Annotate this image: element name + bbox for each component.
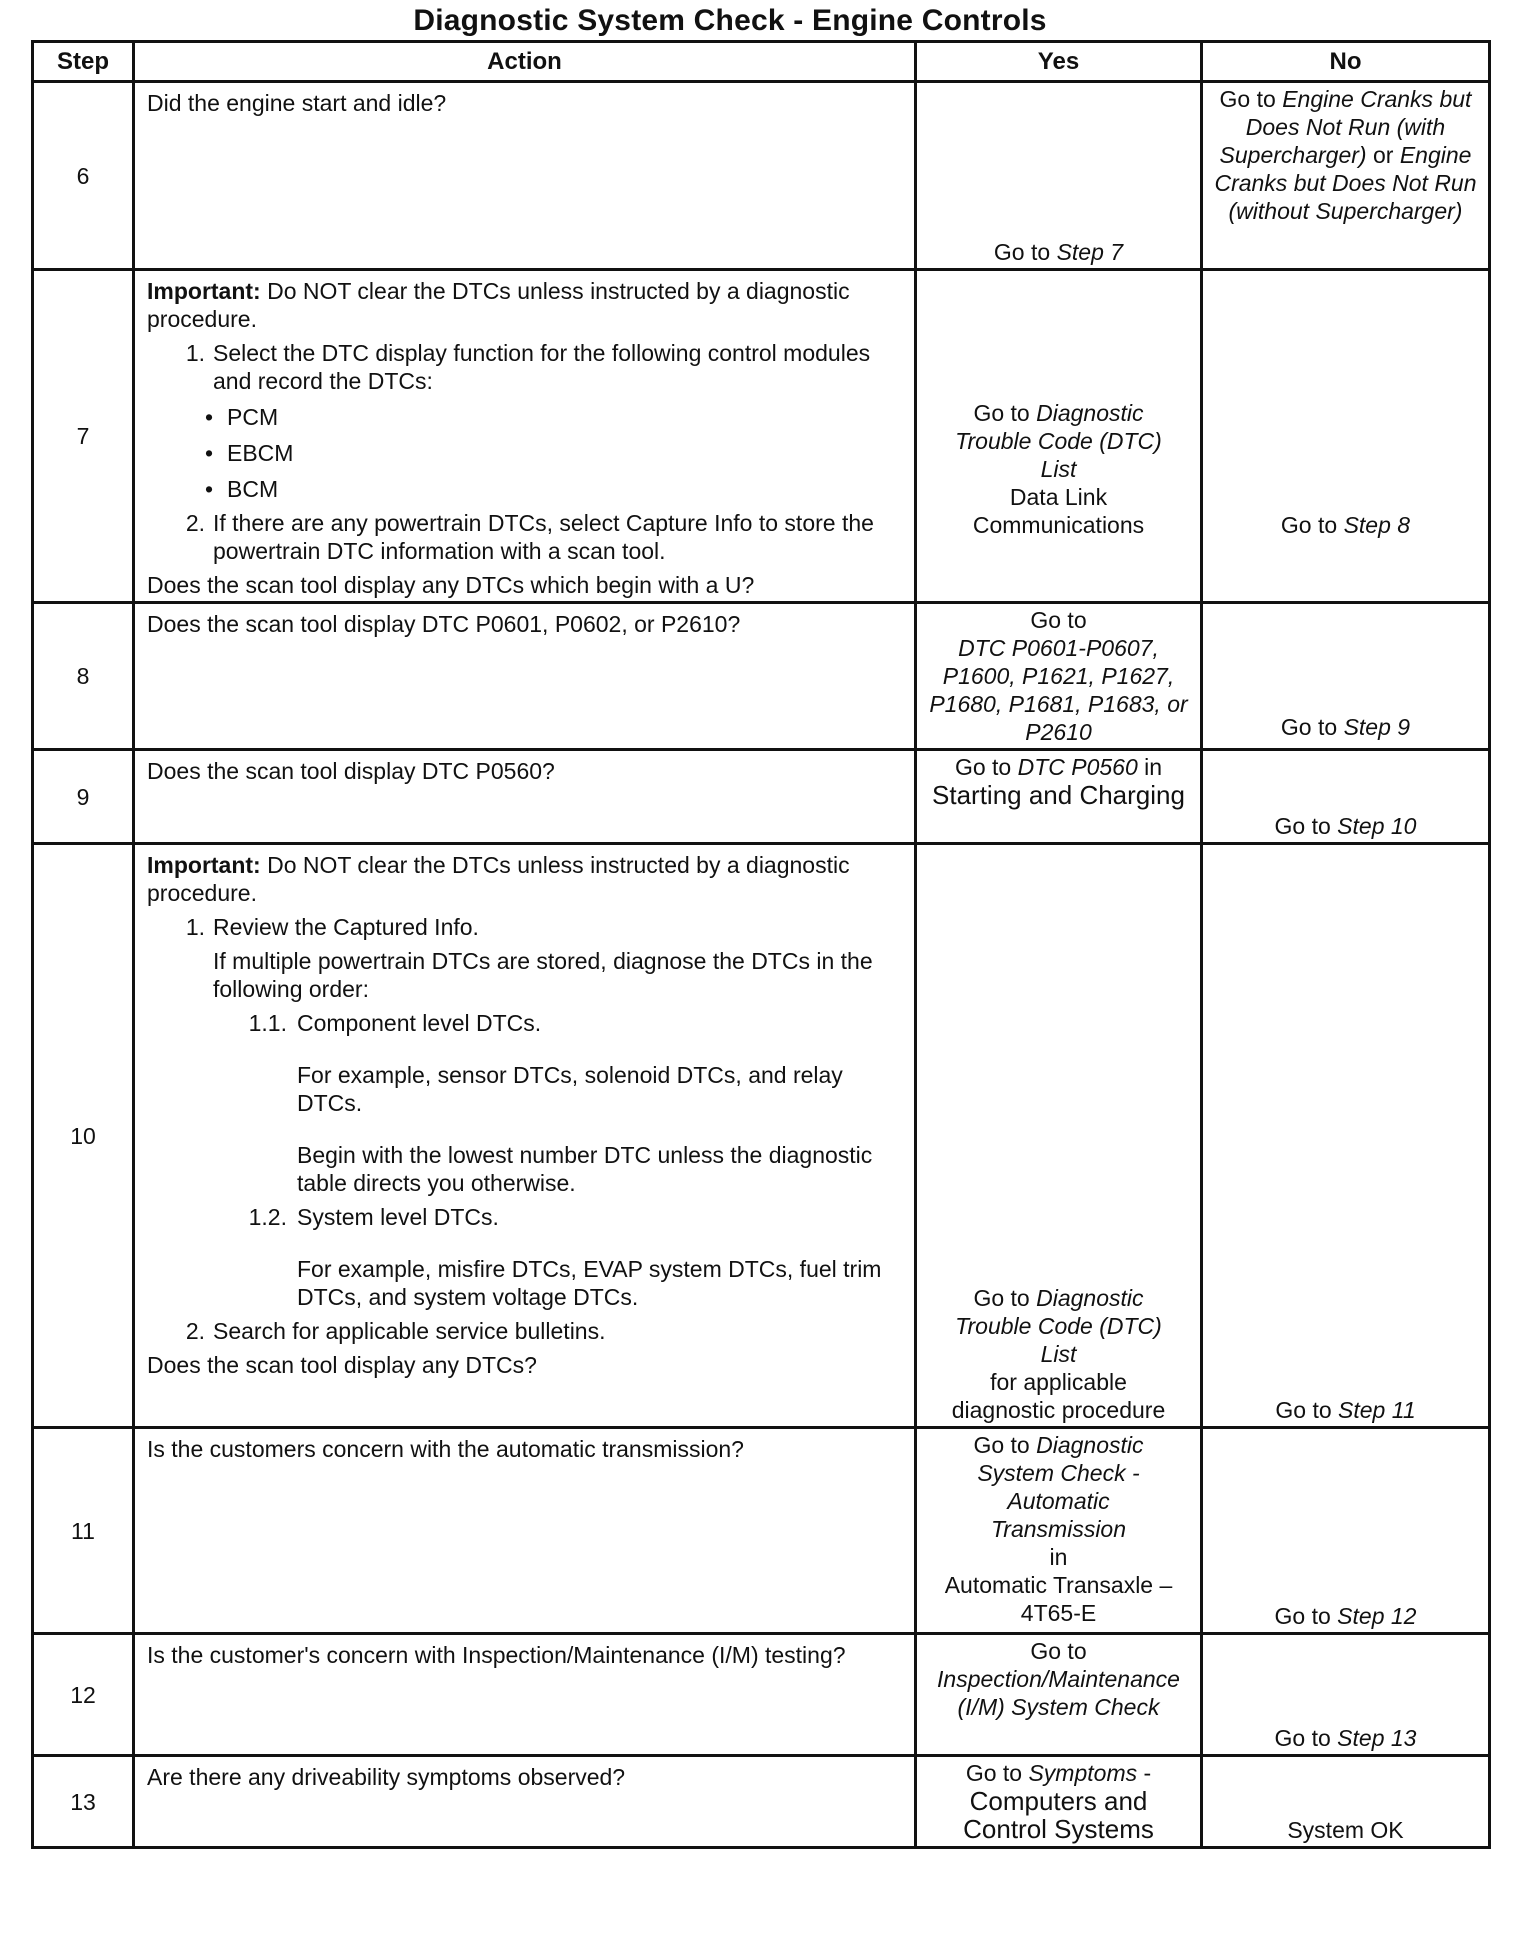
no-cell xyxy=(1202,603,1490,750)
sub-list-item: 1.2. System level DTCs. For example, misfire DTCs, EVAP system DTCs, fuel trim DTCs, and system voltage DTCs. xyxy=(248,1204,882,1310)
step-number: 13 xyxy=(33,1756,134,1848)
step-number: 8 xyxy=(33,603,134,750)
list-item: 1. Select the DTC display function for the following control modules and record the DTCs: xyxy=(185,340,871,394)
yes-goto[interactable]: Go to Diagnostic Trouble Code (DTC) List xyxy=(955,400,1162,482)
step-number: 6 xyxy=(33,82,134,270)
yes-cell xyxy=(916,1428,1202,1634)
no-link[interactable]: Step 12 xyxy=(1337,1603,1417,1629)
action-question: Does the scan tool display any DTCs? xyxy=(147,1352,537,1378)
step-number: 9 xyxy=(33,750,134,844)
no-link[interactable]: Step 10 xyxy=(1337,813,1417,839)
yes-link[interactable]: Step 7 xyxy=(1056,239,1124,265)
no-link[interactable]: Step 11 xyxy=(1338,1397,1416,1423)
yes-detail: for applicable xyxy=(990,1369,1127,1395)
table-row xyxy=(33,844,1490,1428)
table-row xyxy=(33,270,1490,603)
no-cell xyxy=(1202,1756,1490,1848)
action-cell xyxy=(134,844,916,1428)
yes-goto[interactable]: Go to Step 7 xyxy=(993,239,1124,265)
no-link[interactable]: Engine Cranks but Does Not Run (with Supercharger) xyxy=(1219,86,1472,168)
no-cell xyxy=(1202,82,1490,270)
yes-link[interactable]: Diagnostic Trouble Code (DTC) List xyxy=(955,400,1162,482)
bullet-item: • PCM xyxy=(205,404,279,430)
action-cell xyxy=(134,603,916,750)
header-action: Action xyxy=(134,42,916,82)
action-question: Does the scan tool display DTC P0601, P0602, or P2610? xyxy=(147,611,741,637)
yes-cell xyxy=(916,82,1202,270)
header-row xyxy=(33,42,1490,82)
no-cell xyxy=(1202,1428,1490,1634)
yes-detail: Computers and xyxy=(969,1786,1148,1816)
list-item: 2. Search for applicable service bulletins. xyxy=(185,1318,606,1344)
yes-detail: Control Systems xyxy=(963,1814,1154,1844)
yes-goto[interactable]: Go to Inspection/Maintenance (I/M) System Check xyxy=(937,1638,1180,1720)
action-cell xyxy=(134,1756,916,1848)
no-goto[interactable]: Go to Step 8 xyxy=(1280,512,1411,538)
yes-goto[interactable]: Go to Symptoms - xyxy=(965,1760,1152,1786)
action-question: Does the scan tool display any DTCs which begin with a U? xyxy=(147,572,755,598)
no-cell xyxy=(1202,270,1490,603)
yes-detail: Communications xyxy=(972,512,1145,538)
yes-cell xyxy=(916,1634,1202,1756)
list-item: 2. If there are any powertrain DTCs, select Capture Info to store the powertrain DTC information with a scan tool. xyxy=(185,510,874,564)
bullet-item: • BCM xyxy=(205,476,279,502)
sub-list-item: 1.1. Component level DTCs. For example, sensor DTCs, solenoid DTCs, and relay DTCs. Begin with the lowest number DTC unless the diagnostic table directs you otherwise. xyxy=(248,1010,873,1196)
diagnostic-table xyxy=(31,40,1491,1849)
action-question: Does the scan tool display DTC P0560? xyxy=(147,758,555,784)
no-goto[interactable]: Go to Engine Cranks but Does Not Run (with Supercharger) or Engine Cranks but Does Not Run (without Supercharger) xyxy=(1214,86,1477,224)
step-number: 7 xyxy=(33,270,134,603)
page-title: Diagnostic System Check - Engine Controls xyxy=(413,4,1047,37)
action-cell xyxy=(134,750,916,844)
header-no: No xyxy=(1202,42,1490,82)
table-row xyxy=(33,1634,1490,1756)
no-goto[interactable]: Go to Step 10 xyxy=(1274,813,1417,839)
header-step: Step xyxy=(33,42,134,82)
yes-link[interactable]: DTC P0601-P0607, P1600, P1621, P1627, P1680, P1681, P1683, or P2610 xyxy=(929,635,1188,745)
no-goto[interactable]: Go to Step 9 xyxy=(1280,714,1411,740)
action-question: Are there any driveability symptoms observed? xyxy=(147,1764,626,1790)
no-cell xyxy=(1202,750,1490,844)
no-link[interactable]: Step 13 xyxy=(1337,1725,1417,1751)
table-row xyxy=(33,750,1490,844)
table-row xyxy=(33,1428,1490,1634)
important-note: Important: Do NOT clear the DTCs unless instructed by a diagnostic procedure. xyxy=(147,852,850,906)
table-row xyxy=(33,1756,1490,1848)
no-goto[interactable]: Go to Step 12 xyxy=(1274,1603,1417,1629)
step-number: 11 xyxy=(33,1428,134,1634)
yes-goto[interactable]: Go to DTC P0560 in Starting and Charging xyxy=(932,754,1185,810)
yes-link[interactable]: DTC P0560 xyxy=(1017,754,1138,780)
no-goto[interactable]: Go to Step 11 xyxy=(1275,1397,1416,1423)
no-result: System OK xyxy=(1287,1817,1404,1843)
yes-cell xyxy=(916,603,1202,750)
yes-link[interactable]: Symptoms xyxy=(1028,1760,1138,1786)
table-row xyxy=(33,603,1490,750)
action-cell xyxy=(134,270,916,603)
no-cell xyxy=(1202,1634,1490,1756)
no-link[interactable]: Step 9 xyxy=(1343,714,1411,740)
no-cell xyxy=(1202,844,1490,1428)
bullet-item: • EBCM xyxy=(205,440,294,466)
yes-link[interactable]: Diagnostic System Check - Automatic Transmission xyxy=(977,1432,1144,1542)
no-link[interactable]: Step 8 xyxy=(1343,512,1411,538)
action-question: Is the customers concern with the automatic transmission? xyxy=(147,1436,744,1462)
yes-goto[interactable]: Go to Diagnostic Trouble Code (DTC) List xyxy=(955,1285,1162,1367)
yes-detail: Data Link xyxy=(1009,484,1108,510)
action-question: Is the customer's concern with Inspection/Maintenance (I/M) testing? xyxy=(147,1642,846,1668)
action-cell xyxy=(134,1634,916,1756)
yes-cell xyxy=(916,750,1202,844)
yes-detail: Automatic Transaxle – xyxy=(944,1572,1173,1598)
no-goto[interactable]: Go to Step 13 xyxy=(1274,1725,1417,1751)
action-cell xyxy=(134,82,916,270)
header-yes: Yes xyxy=(916,42,1202,82)
step-number: 10 xyxy=(33,844,134,1428)
action-cell xyxy=(134,1428,916,1634)
yes-goto[interactable]: Go to Diagnostic System Check - Automatic Transmission xyxy=(973,1432,1144,1542)
yes-detail: diagnostic procedure xyxy=(951,1397,1166,1423)
table-row xyxy=(33,82,1490,270)
yes-detail: in xyxy=(1049,1544,1068,1570)
yes-cell xyxy=(916,1756,1202,1848)
yes-link[interactable]: Inspection/Maintenance (I/M) System Check xyxy=(937,1666,1180,1720)
yes-link[interactable]: Diagnostic Trouble Code (DTC) List xyxy=(955,1285,1162,1367)
yes-cell xyxy=(916,270,1202,603)
yes-detail: 4T65-E xyxy=(1020,1600,1097,1626)
action-question: Did the engine start and idle? xyxy=(147,90,447,116)
list-item: 1. Review the Captured Info. If multiple powertrain DTCs are stored, diagnose the DTCs in the following order: xyxy=(185,914,873,1002)
yes-goto[interactable]: Go to DTC P0601-P0607, P1600, P1621, P1627, P1680, P1681, P1683, or P2610 xyxy=(929,607,1188,745)
important-note: Important: Do NOT clear the DTCs unless instructed by a diagnostic procedure. xyxy=(147,278,850,332)
no-link[interactable]: Engine Cranks but Does Not Run (without Supercharger) xyxy=(1214,142,1477,224)
yes-cell xyxy=(916,844,1202,1428)
step-number: 12 xyxy=(33,1634,134,1756)
